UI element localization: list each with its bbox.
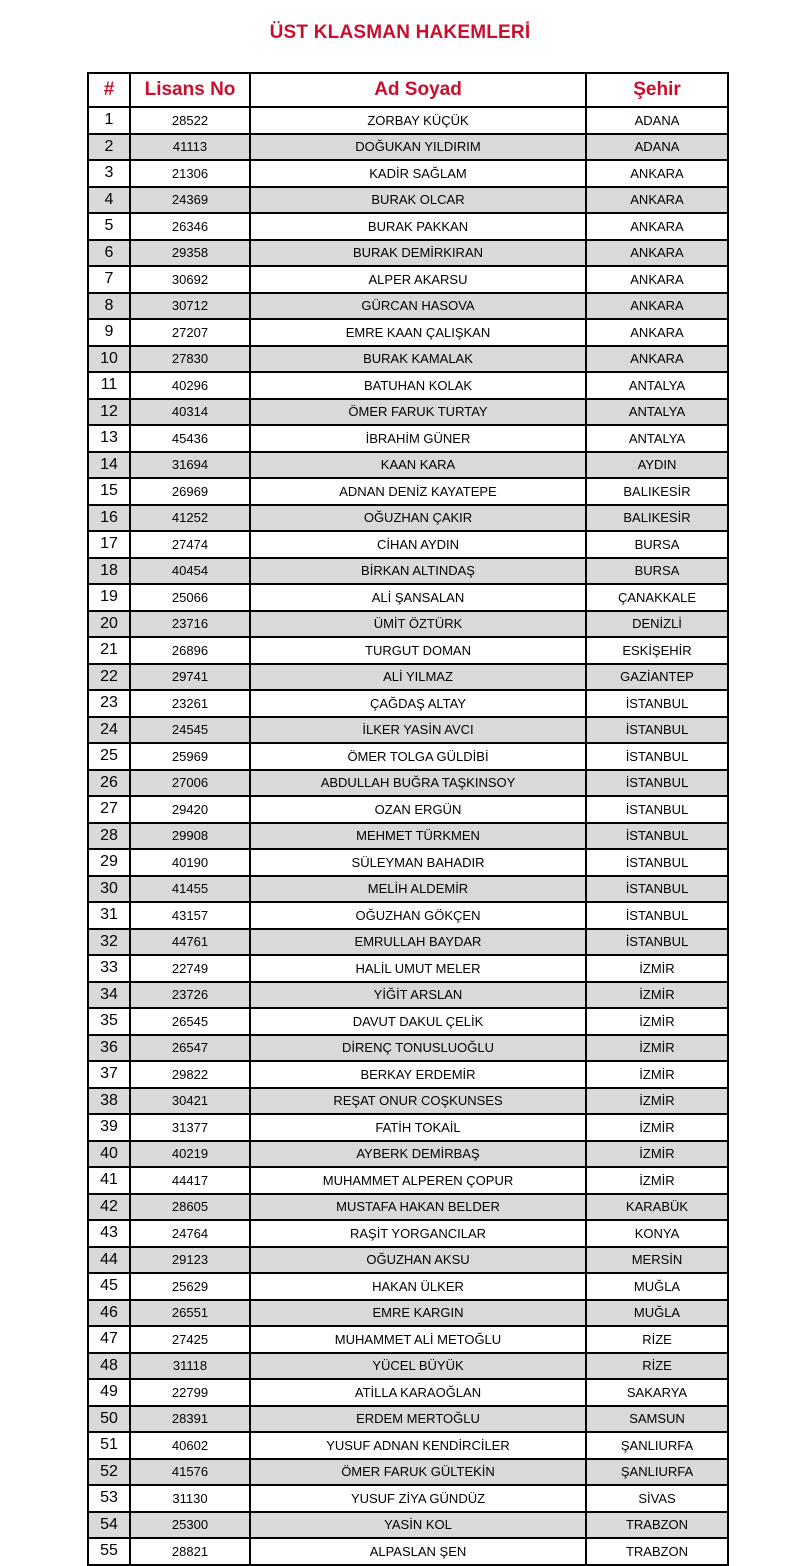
row-number: 14: [88, 452, 130, 479]
table-row: [88, 266, 728, 293]
row-name: HAKAN ÜLKER: [250, 1273, 586, 1300]
row-city: İSTANBUL: [586, 690, 728, 717]
row-name: KAAN KARA: [250, 452, 586, 479]
row-number: 47: [88, 1326, 130, 1353]
table-row: [88, 1088, 728, 1115]
row-license: 26346: [130, 213, 250, 240]
row-license: 40454: [130, 558, 250, 585]
table-row: [88, 107, 728, 134]
table-row: [88, 664, 728, 691]
row-license: 26545: [130, 1008, 250, 1035]
table-row: [88, 1485, 728, 1512]
row-license: 41576: [130, 1459, 250, 1486]
row-number: 16: [88, 505, 130, 532]
row-number: 24: [88, 717, 130, 744]
table-row: [88, 531, 728, 558]
row-number: 45: [88, 1273, 130, 1300]
table-header-row: [88, 73, 728, 107]
row-number: 18: [88, 558, 130, 585]
row-city: ANTALYA: [586, 399, 728, 426]
row-number: 21: [88, 637, 130, 664]
table-row: [88, 1512, 728, 1539]
row-number: 3: [88, 160, 130, 187]
row-city: ESKİŞEHİR: [586, 637, 728, 664]
row-license: 26896: [130, 637, 250, 664]
row-name: BURAK KAMALAK: [250, 346, 586, 373]
row-city: DENİZLİ: [586, 611, 728, 638]
table-row: [88, 1459, 728, 1486]
row-name: OĞUZHAN GÖKÇEN: [250, 902, 586, 929]
row-name: OĞUZHAN AKSU: [250, 1247, 586, 1274]
row-number: 30: [88, 876, 130, 903]
row-license: 24545: [130, 717, 250, 744]
row-name: ATİLLA KARAOĞLAN: [250, 1379, 586, 1406]
row-city: İZMİR: [586, 1141, 728, 1168]
row-name: MEHMET TÜRKMEN: [250, 823, 586, 850]
table-row: [88, 1406, 728, 1433]
row-name: SÜLEYMAN BAHADIR: [250, 849, 586, 876]
row-city: ANKARA: [586, 319, 728, 346]
row-license: 26969: [130, 478, 250, 505]
row-city: ANKARA: [586, 266, 728, 293]
table-row: [88, 611, 728, 638]
row-city: BURSA: [586, 531, 728, 558]
row-license: 29358: [130, 240, 250, 267]
row-license: 27474: [130, 531, 250, 558]
row-number: 19: [88, 584, 130, 611]
row-name: ALPASLAN ŞEN: [250, 1538, 586, 1565]
row-number: 31: [88, 902, 130, 929]
row-name: YASİN KOL: [250, 1512, 586, 1539]
row-name: İLKER YASİN AVCI: [250, 717, 586, 744]
row-license: 43157: [130, 902, 250, 929]
row-license: 41455: [130, 876, 250, 903]
table-row: [88, 160, 728, 187]
row-number: 36: [88, 1035, 130, 1062]
table-row: [88, 372, 728, 399]
table-row: [88, 1194, 728, 1221]
row-name: ALPER AKARSU: [250, 266, 586, 293]
row-name: CİHAN AYDIN: [250, 531, 586, 558]
table-row: [88, 929, 728, 956]
table-row: [88, 505, 728, 532]
row-number: 55: [88, 1538, 130, 1565]
row-number: 39: [88, 1114, 130, 1141]
row-city: ANTALYA: [586, 372, 728, 399]
row-license: 27425: [130, 1326, 250, 1353]
row-city: ANKARA: [586, 346, 728, 373]
row-license: 23261: [130, 690, 250, 717]
row-license: 25066: [130, 584, 250, 611]
row-license: 27830: [130, 346, 250, 373]
table-row: [88, 1432, 728, 1459]
row-number: 13: [88, 425, 130, 452]
table-row: [88, 637, 728, 664]
table-row: [88, 796, 728, 823]
row-name: BURAK OLCAR: [250, 187, 586, 214]
table-row: [88, 584, 728, 611]
table-row: [88, 1035, 728, 1062]
row-city: SİVAS: [586, 1485, 728, 1512]
table-row: [88, 558, 728, 585]
row-name: EMRULLAH BAYDAR: [250, 929, 586, 956]
row-name: ÖMER FARUK TURTAY: [250, 399, 586, 426]
row-city: ADANA: [586, 107, 728, 134]
row-license: 26547: [130, 1035, 250, 1062]
row-license: 25300: [130, 1512, 250, 1539]
row-license: 31118: [130, 1353, 250, 1380]
row-license: 28522: [130, 107, 250, 134]
table-row: [88, 1114, 728, 1141]
row-license: 24369: [130, 187, 250, 214]
row-city: İZMİR: [586, 1088, 728, 1115]
row-city: BURSA: [586, 558, 728, 585]
row-name: İBRAHİM GÜNER: [250, 425, 586, 452]
table-row: [88, 346, 728, 373]
header-license: Lisans No: [130, 73, 250, 107]
row-license: 40314: [130, 399, 250, 426]
row-license: 29123: [130, 1247, 250, 1274]
row-number: 49: [88, 1379, 130, 1406]
row-number: 43: [88, 1220, 130, 1247]
row-name: YUSUF ZİYA GÜNDÜZ: [250, 1485, 586, 1512]
row-name: BİRKAN ALTINDAŞ: [250, 558, 586, 585]
row-name: MUHAMMET ALPEREN ÇOPUR: [250, 1167, 586, 1194]
row-number: 46: [88, 1300, 130, 1327]
header-name: Ad Soyad: [250, 73, 586, 107]
row-city: BALIKESİR: [586, 505, 728, 532]
table-row: [88, 213, 728, 240]
row-number: 22: [88, 664, 130, 691]
row-name: BURAK PAKKAN: [250, 213, 586, 240]
row-city: TRABZON: [586, 1538, 728, 1565]
row-name: MUHAMMET ALİ METOĞLU: [250, 1326, 586, 1353]
row-number: 8: [88, 293, 130, 320]
row-number: 28: [88, 823, 130, 850]
table-row: [88, 1273, 728, 1300]
table-row: [88, 478, 728, 505]
row-number: 29: [88, 849, 130, 876]
row-name: ERDEM MERTOĞLU: [250, 1406, 586, 1433]
row-number: 10: [88, 346, 130, 373]
table-row: [88, 1353, 728, 1380]
row-license: 28605: [130, 1194, 250, 1221]
row-city: İZMİR: [586, 955, 728, 982]
row-license: 40219: [130, 1141, 250, 1168]
row-number: 12: [88, 399, 130, 426]
row-city: AYDIN: [586, 452, 728, 479]
row-name: RAŞİT YORGANCILAR: [250, 1220, 586, 1247]
row-number: 15: [88, 478, 130, 505]
row-city: ŞANLIURFA: [586, 1459, 728, 1486]
row-number: 54: [88, 1512, 130, 1539]
row-name: YUSUF ADNAN KENDİRCİLER: [250, 1432, 586, 1459]
row-name: YÜCEL BÜYÜK: [250, 1353, 586, 1380]
row-license: 26551: [130, 1300, 250, 1327]
table-row: [88, 293, 728, 320]
row-city: ANKARA: [586, 187, 728, 214]
row-license: 44417: [130, 1167, 250, 1194]
row-city: KONYA: [586, 1220, 728, 1247]
row-city: İZMİR: [586, 1008, 728, 1035]
row-number: 34: [88, 982, 130, 1009]
row-city: TRABZON: [586, 1512, 728, 1539]
row-city: İSTANBUL: [586, 902, 728, 929]
row-license: 29741: [130, 664, 250, 691]
table-row: [88, 1326, 728, 1353]
row-name: BERKAY ERDEMİR: [250, 1061, 586, 1088]
row-license: 27006: [130, 770, 250, 797]
row-city: İSTANBUL: [586, 876, 728, 903]
row-license: 30421: [130, 1088, 250, 1115]
table-row: [88, 955, 728, 982]
row-city: RİZE: [586, 1326, 728, 1353]
row-number: 26: [88, 770, 130, 797]
row-name: MELİH ALDEMİR: [250, 876, 586, 903]
row-name: ÇAĞDAŞ ALTAY: [250, 690, 586, 717]
table-row: [88, 902, 728, 929]
row-number: 53: [88, 1485, 130, 1512]
row-license: 45436: [130, 425, 250, 452]
row-number: 2: [88, 134, 130, 161]
row-city: İZMİR: [586, 1035, 728, 1062]
row-license: 40190: [130, 849, 250, 876]
row-name: MUSTAFA HAKAN BELDER: [250, 1194, 586, 1221]
row-license: 44761: [130, 929, 250, 956]
row-license: 31377: [130, 1114, 250, 1141]
row-name: ÖMER TOLGA GÜLDİBİ: [250, 743, 586, 770]
row-license: 30692: [130, 266, 250, 293]
row-number: 44: [88, 1247, 130, 1274]
row-city: İZMİR: [586, 1061, 728, 1088]
row-number: 4: [88, 187, 130, 214]
row-license: 25969: [130, 743, 250, 770]
row-name: ALİ YILMAZ: [250, 664, 586, 691]
row-city: SAKARYA: [586, 1379, 728, 1406]
row-name: OĞUZHAN ÇAKIR: [250, 505, 586, 532]
row-city: GAZİANTEP: [586, 664, 728, 691]
row-license: 40602: [130, 1432, 250, 1459]
row-license: 22749: [130, 955, 250, 982]
table-row: [88, 982, 728, 1009]
row-license: 23716: [130, 611, 250, 638]
row-number: 27: [88, 796, 130, 823]
row-name: KADİR SAĞLAM: [250, 160, 586, 187]
row-city: RİZE: [586, 1353, 728, 1380]
table-row: [88, 134, 728, 161]
row-number: 52: [88, 1459, 130, 1486]
row-number: 11: [88, 372, 130, 399]
table-row: [88, 319, 728, 346]
row-name: ABDULLAH BUĞRA TAŞKINSOY: [250, 770, 586, 797]
row-city: ANKARA: [586, 240, 728, 267]
row-number: 40: [88, 1141, 130, 1168]
table-row: [88, 1379, 728, 1406]
table-row: [88, 1220, 728, 1247]
table-row: [88, 1247, 728, 1274]
row-name: REŞAT ONUR COŞKUNSES: [250, 1088, 586, 1115]
row-number: 7: [88, 266, 130, 293]
row-number: 38: [88, 1088, 130, 1115]
table-row: [88, 425, 728, 452]
row-number: 25: [88, 743, 130, 770]
table-row: [88, 1167, 728, 1194]
row-number: 48: [88, 1353, 130, 1380]
row-city: ANKARA: [586, 160, 728, 187]
row-name: TURGUT DOMAN: [250, 637, 586, 664]
row-city: ANKARA: [586, 293, 728, 320]
row-city: SAMSUN: [586, 1406, 728, 1433]
row-name: ADNAN DENİZ KAYATEPE: [250, 478, 586, 505]
row-number: 32: [88, 929, 130, 956]
row-license: 40296: [130, 372, 250, 399]
row-license: 28391: [130, 1406, 250, 1433]
row-license: 25629: [130, 1273, 250, 1300]
header-city: Şehir: [586, 73, 728, 107]
row-city: İZMİR: [586, 1167, 728, 1194]
row-name: ZORBAY KÜÇÜK: [250, 107, 586, 134]
row-license: 23726: [130, 982, 250, 1009]
row-number: 33: [88, 955, 130, 982]
row-name: YİĞİT ARSLAN: [250, 982, 586, 1009]
row-number: 5: [88, 213, 130, 240]
row-license: 22799: [130, 1379, 250, 1406]
table-row: [88, 743, 728, 770]
row-license: 30712: [130, 293, 250, 320]
row-name: AYBERK DEMİRBAŞ: [250, 1141, 586, 1168]
row-city: İSTANBUL: [586, 823, 728, 850]
row-city: MUĞLA: [586, 1273, 728, 1300]
row-name: FATİH TOKAİL: [250, 1114, 586, 1141]
table-row: [88, 823, 728, 850]
table-row: [88, 770, 728, 797]
row-name: ÜMİT ÖZTÜRK: [250, 611, 586, 638]
table-row: [88, 690, 728, 717]
table-row: [88, 717, 728, 744]
table-row: [88, 1141, 728, 1168]
row-name: DAVUT DAKUL ÇELİK: [250, 1008, 586, 1035]
row-city: İSTANBUL: [586, 770, 728, 797]
row-city: ANKARA: [586, 213, 728, 240]
row-city: ADANA: [586, 134, 728, 161]
row-city: İZMİR: [586, 1114, 728, 1141]
page-title: ÜST KLASMAN HAKEMLERİ: [269, 22, 531, 43]
row-city: İSTANBUL: [586, 796, 728, 823]
row-license: 21306: [130, 160, 250, 187]
header-num: #: [88, 73, 130, 107]
row-number: 42: [88, 1194, 130, 1221]
row-city: ŞANLIURFA: [586, 1432, 728, 1459]
row-number: 51: [88, 1432, 130, 1459]
row-name: EMRE KAAN ÇALIŞKAN: [250, 319, 586, 346]
table-row: [88, 1008, 728, 1035]
table-row: [88, 399, 728, 426]
row-city: İSTANBUL: [586, 717, 728, 744]
table-row: [88, 1300, 728, 1327]
row-name: BATUHAN KOLAK: [250, 372, 586, 399]
row-number: 50: [88, 1406, 130, 1433]
row-city: BALIKESİR: [586, 478, 728, 505]
row-name: BURAK DEMİRKIRAN: [250, 240, 586, 267]
row-city: İZMİR: [586, 982, 728, 1009]
table-row: [88, 849, 728, 876]
row-city: KARABÜK: [586, 1194, 728, 1221]
row-number: 41: [88, 1167, 130, 1194]
row-number: 23: [88, 690, 130, 717]
row-city: İSTANBUL: [586, 929, 728, 956]
row-city: MERSİN: [586, 1247, 728, 1274]
table-row: [88, 187, 728, 214]
row-name: EMRE KARGIN: [250, 1300, 586, 1327]
row-name: ALİ ŞANSALAN: [250, 584, 586, 611]
table-row: [88, 1061, 728, 1088]
row-number: 37: [88, 1061, 130, 1088]
row-name: ÖMER FARUK GÜLTEKİN: [250, 1459, 586, 1486]
row-city: MUĞLA: [586, 1300, 728, 1327]
row-city: ÇANAKKALE: [586, 584, 728, 611]
row-name: GÜRCAN HASOVA: [250, 293, 586, 320]
row-license: 31130: [130, 1485, 250, 1512]
table-row: [88, 452, 728, 479]
row-city: İSTANBUL: [586, 743, 728, 770]
row-name: DOĞUKAN YILDIRIM: [250, 134, 586, 161]
referee-table: [87, 72, 729, 1566]
row-license: 31694: [130, 452, 250, 479]
row-number: 17: [88, 531, 130, 558]
row-license: 29420: [130, 796, 250, 823]
row-license: 29908: [130, 823, 250, 850]
row-license: 41252: [130, 505, 250, 532]
row-city: İSTANBUL: [586, 849, 728, 876]
row-license: 27207: [130, 319, 250, 346]
row-number: 6: [88, 240, 130, 267]
row-license: 28821: [130, 1538, 250, 1565]
table-row: [88, 240, 728, 267]
row-license: 41113: [130, 134, 250, 161]
row-name: HALİL UMUT MELER: [250, 955, 586, 982]
row-license: 29822: [130, 1061, 250, 1088]
row-number: 9: [88, 319, 130, 346]
row-license: 24764: [130, 1220, 250, 1247]
row-name: OZAN ERGÜN: [250, 796, 586, 823]
table-row: [88, 876, 728, 903]
row-name: DİRENÇ TONUSLUOĞLU: [250, 1035, 586, 1062]
row-number: 1: [88, 107, 130, 134]
row-number: 35: [88, 1008, 130, 1035]
row-number: 20: [88, 611, 130, 638]
row-city: ANTALYA: [586, 425, 728, 452]
